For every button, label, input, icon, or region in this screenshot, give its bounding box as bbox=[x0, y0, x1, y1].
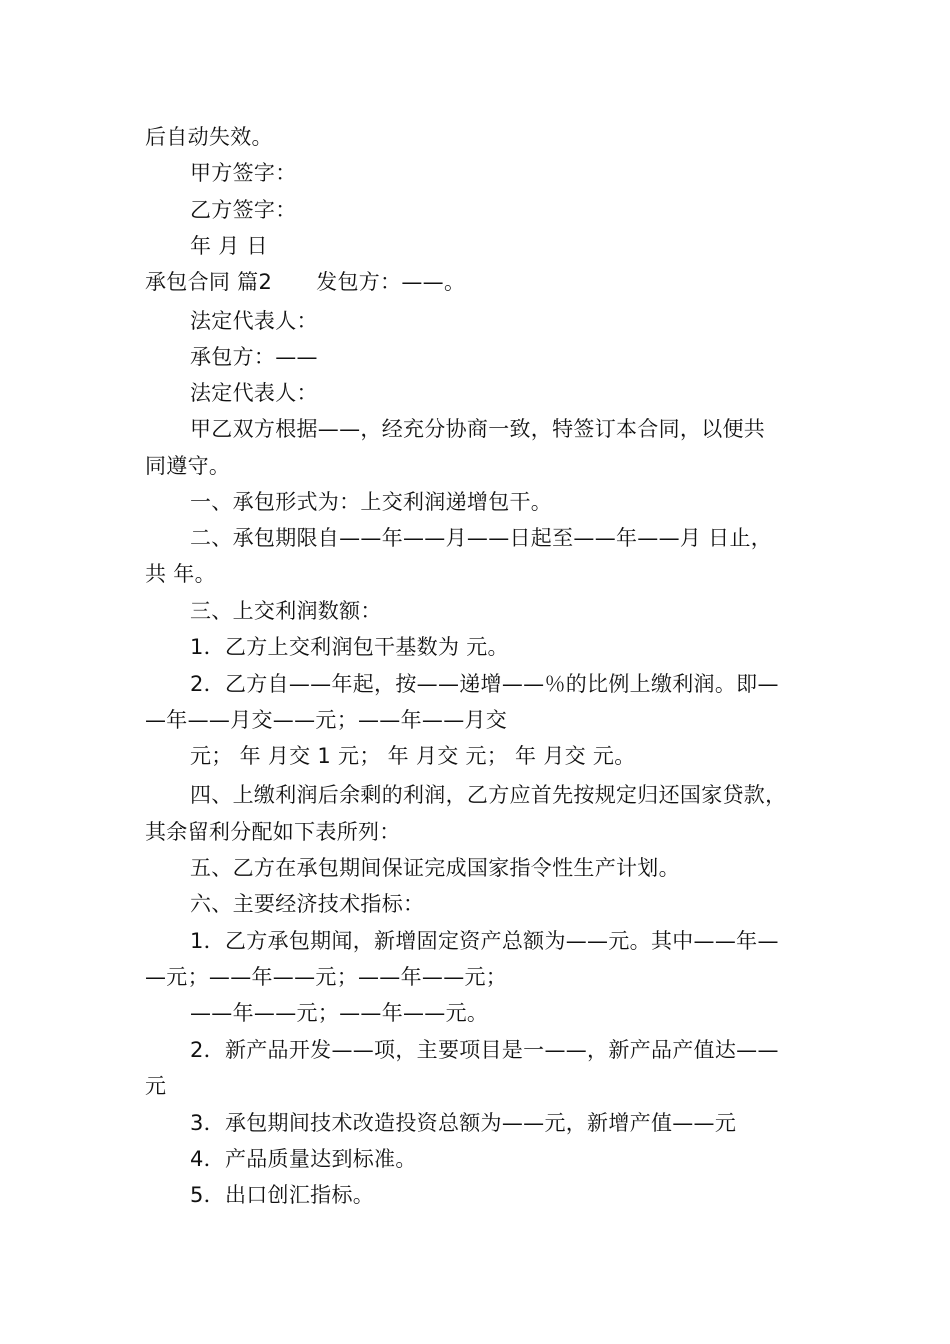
clause-line: 一、承包形式为：上交利润递增包干。 bbox=[190, 490, 553, 514]
clause-line: 共 年。 bbox=[145, 562, 216, 586]
list-item: 4．产品质量达到标准。 bbox=[190, 1147, 417, 1171]
section-title: 承包合同 篇2 bbox=[145, 270, 273, 294]
party-a-signature-line: 甲方签字： bbox=[190, 161, 297, 185]
list-item: —元；——年——元；——年——元； bbox=[145, 965, 508, 989]
legal-rep-line: 法定代表人： bbox=[190, 309, 318, 333]
list-item: —年——月交——元；——年——月交 bbox=[145, 708, 508, 732]
list-item: 1．乙方上交利润包干基数为 元。 bbox=[190, 635, 509, 659]
list-item: 5．出口创汇指标。 bbox=[190, 1183, 375, 1207]
clause-line: 六、主要经济技术指标： bbox=[190, 892, 425, 916]
date-line: 年 月 日 bbox=[190, 234, 268, 258]
legal-rep-line: 法定代表人： bbox=[190, 381, 318, 405]
contractor-line: 发包方：——。 bbox=[316, 270, 466, 294]
clause-line: 二、承包期限自——年——月——日起至——年——月 日止， bbox=[190, 526, 773, 550]
list-item: 1．乙方承包期闻，新增固定资产总额为——元。其中——年— bbox=[190, 929, 779, 953]
clause-line: 其余留利分配如下表所列： bbox=[145, 820, 401, 844]
contractee-line: 承包方：—— bbox=[190, 345, 318, 369]
list-item: 3．承包期间技术改造投资总额为——元，新增产值——元 bbox=[190, 1111, 737, 1135]
clause-line: 四、上缴利润后余剩的利润，乙方应首先按规定归还国家贷款， bbox=[190, 783, 787, 807]
list-item: 元 bbox=[145, 1074, 167, 1098]
paragraph-line: 甲乙双方根据——，经充分协商一致，特签订本合同，以便共 bbox=[190, 417, 766, 441]
clause-line: 三、上交利润数额： bbox=[190, 599, 382, 623]
list-item: 元； 年 月交 1 元； 年 月交 元； 年 月交 元。 bbox=[190, 744, 636, 768]
paragraph-line: 同遵守。 bbox=[145, 454, 231, 478]
list-item: 2．乙方自——年起，按——递增——％的比例上缴利润。即— bbox=[190, 672, 779, 696]
list-item: 2．新产品开发——项，主要项目是一——，新产品产值达—— bbox=[190, 1038, 779, 1062]
clause-line: 五、乙方在承包期间保证完成国家指令性生产计划。 bbox=[190, 856, 680, 880]
party-b-signature-line: 乙方签字： bbox=[190, 198, 297, 222]
text-line: 后自动失效。 bbox=[145, 125, 273, 149]
list-item: ——年——元；——年——元。 bbox=[190, 1001, 489, 1025]
section-heading bbox=[145, 267, 465, 297]
